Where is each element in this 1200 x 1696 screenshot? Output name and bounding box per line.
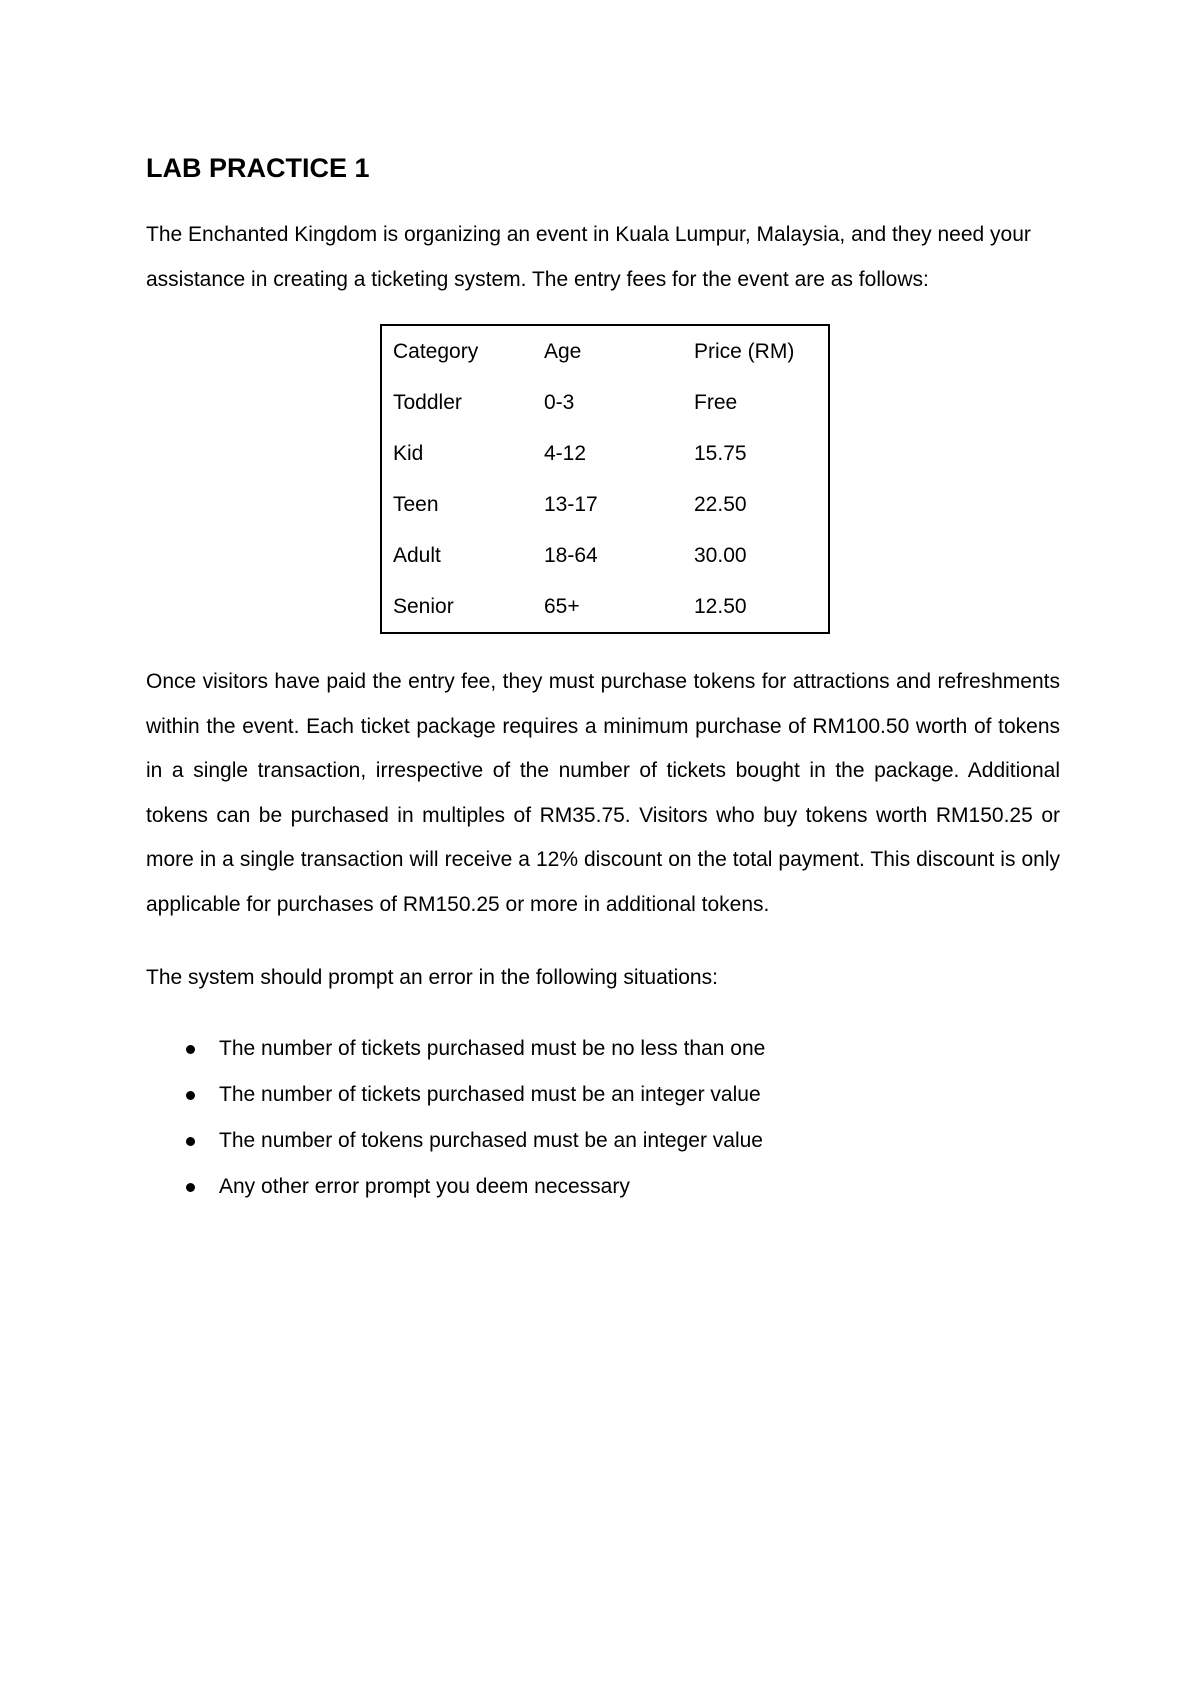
list-item-text: Any other error prompt you deem necessary — [219, 1174, 630, 1198]
cell-category: Adult — [393, 544, 441, 567]
cell-age: 65+ — [544, 595, 580, 618]
entry-fee-table-box — [380, 324, 830, 634]
cell-age: 0-3 — [544, 391, 575, 414]
error-intro: The system should prompt an error in the following situations: — [146, 965, 718, 989]
list-item-text: The number of tickets purchased must be no less than one — [219, 1036, 766, 1060]
list-item — [146, 1164, 1060, 1210]
list-item — [146, 1026, 1060, 1072]
document-page — [146, 150, 1060, 1210]
cell-age: 4-12 — [544, 442, 587, 465]
page-title: LAB PRACTICE 1 — [146, 153, 370, 183]
list-item — [146, 1118, 1060, 1164]
list-item-text: The number of tokens purchased must be an integer value — [219, 1128, 763, 1152]
entry-fee-table — [393, 326, 824, 632]
bullet-icon — [186, 1091, 195, 1100]
token-rules-paragraph: Once visitors have paid the entry fee, they must purchase tokens for attractions and refreshments within the event. Each ticket package requires a minimum purchase of RM100.50 worth of tokens in a single transaction, irrespective of the number of tickets bought in the package. Additional tokens can be purchased in multiples of RM35.75. Visitors who buy tokens worth RM150.25 or more in a single transaction will receive a 12% discount on the total payment. This discount is only applicable for purchases of RM150.25 or more in additional tokens. — [146, 670, 1060, 916]
header-category: Category — [393, 340, 479, 363]
error-list — [146, 1026, 1060, 1210]
table-row — [393, 530, 824, 581]
cell-age: 18-64 — [544, 544, 598, 567]
cell-category: Kid — [393, 442, 424, 465]
header-age: Age — [544, 340, 582, 363]
cell-age: 13-17 — [544, 493, 598, 516]
table-row — [393, 581, 824, 632]
table-header-row — [393, 326, 824, 377]
bullet-icon — [186, 1183, 195, 1192]
cell-category: Teen — [393, 493, 439, 516]
table-row — [393, 479, 824, 530]
intro-paragraph: The Enchanted Kingdom is organizing an event in Kuala Lumpur, Malaysia, and they need your assistance in creating a ticketing system. The entry fees for the event are as follows: — [146, 223, 1031, 291]
cell-price: 30.00 — [694, 544, 747, 567]
cell-category: Toddler — [393, 391, 462, 414]
bullet-icon — [186, 1137, 195, 1146]
cell-price: 15.75 — [694, 442, 747, 465]
cell-price: 12.50 — [694, 595, 747, 618]
bullet-icon — [186, 1045, 195, 1054]
cell-price: Free — [694, 391, 738, 414]
cell-category: Senior — [393, 595, 454, 618]
list-item — [146, 1072, 1060, 1118]
table-row — [393, 377, 824, 428]
header-price: Price (RM) — [694, 340, 795, 363]
table-row — [393, 428, 824, 479]
list-item-text: The number of tickets purchased must be an integer value — [219, 1082, 761, 1106]
cell-price: 22.50 — [694, 493, 747, 516]
